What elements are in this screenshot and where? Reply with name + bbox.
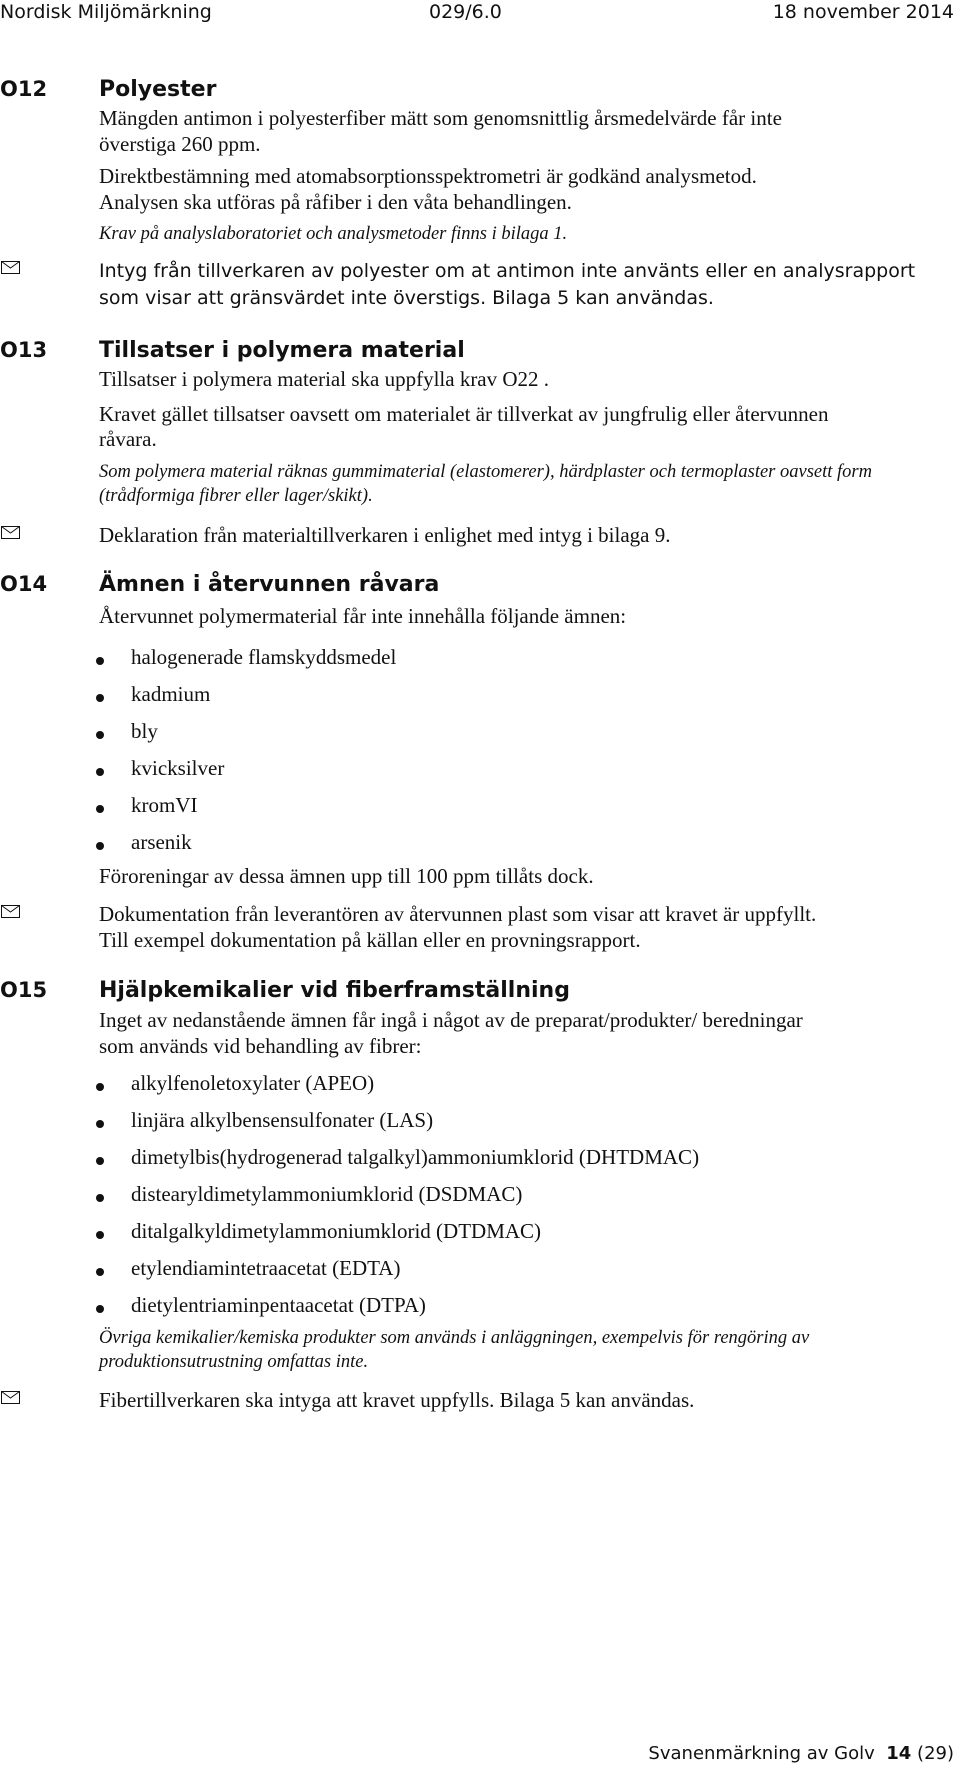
section-title-o13: Tillsatser i polymera material — [99, 338, 465, 363]
o13-note-line: (trådformiga fibrer eller lager/skikt). — [99, 486, 373, 506]
list-item: bly — [131, 719, 158, 743]
section-title-o14: Ämnen i återvunnen råvara — [99, 572, 440, 597]
o12-text-line: överstiga 260 ppm. — [99, 132, 261, 156]
o12-verification-line: Intyg från tillverkaren av polyester om at antimon inte använts eller en analysrapport — [99, 260, 916, 282]
bullet — [96, 731, 104, 739]
o12-text-line: Mängden antimon i polyesterfiber mätt som genomsnittlig årsmedelvärde får inte — [99, 106, 782, 130]
o13-verification: Deklaration från materialtillverkaren i enlighet med intyg i bilaga 9. — [99, 523, 671, 547]
o12-verification-line: som visar att gränsvärdet inte överstigs. Bilaga 5 kan användas. — [99, 287, 714, 309]
header-doc-number: 029/6.0 — [429, 1, 502, 23]
bullet — [96, 1194, 104, 1202]
page-footer — [648, 1743, 954, 1764]
envelope-icon — [1, 905, 20, 918]
o15-note-line: Övriga kemikalier/kemiska produkter som används i anläggningen, exempelvis för rengöring av — [99, 1328, 810, 1348]
bullet — [96, 694, 104, 702]
bullet — [96, 1268, 104, 1276]
list-item: kvicksilver — [131, 756, 225, 780]
section-label-o12: O12 — [0, 77, 48, 101]
o12-note: Krav på analyslaboratoriet och analysmetoder finns i bilaga 1. — [99, 224, 568, 244]
o12-text-line: Direktbestämning med atomabsorptionsspektrometri är godkänd analysmetod. — [99, 164, 757, 188]
list-item: dimetylbis(hydrogenerad talgalkyl)ammoniumklorid (DHTDMAC) — [131, 1145, 700, 1169]
header-date: 18 november 2014 — [772, 1, 954, 23]
o12-text-line: Analysen ska utföras på råfiber i den våta behandlingen. — [99, 190, 572, 214]
header-org: Nordisk Miljömärkning — [0, 1, 212, 23]
list-item: kromVI — [131, 793, 198, 817]
page-header — [0, 0, 960, 36]
section-label-o13: O13 — [0, 338, 48, 362]
bullet — [96, 1305, 104, 1313]
bullet — [96, 1120, 104, 1128]
bullet — [96, 805, 104, 813]
list-item: dietylentriaminpentaacetat (DTPA) — [131, 1293, 426, 1317]
list-item: kadmium — [131, 682, 211, 706]
bullet — [96, 1083, 104, 1091]
o14-intro: Återvunnet polymermaterial får inte innehålla följande ämnen: — [99, 604, 627, 628]
o14-after-list: Föroreningar av dessa ämnen upp till 100 ppm tillåts dock. — [99, 864, 594, 888]
footer-page-number: 14 — [886, 1743, 912, 1764]
footer-page-total: (29) — [917, 1743, 954, 1764]
envelope-icon — [1, 1391, 20, 1404]
list-item: alkylfenoletoxylater (APEO) — [131, 1071, 375, 1095]
list-item: etylendiamintetraacetat (EDTA) — [131, 1256, 401, 1280]
section-title-o12: Polyester — [99, 77, 217, 102]
o15-intro-line: som används vid behandling av fibrer: — [99, 1034, 422, 1058]
list-item: arsenik — [131, 830, 192, 854]
o13-text-line: råvara. — [99, 427, 157, 451]
o13-text-line: Kravet gället tillsatser oavsett om materialet är tillverkat av jungfrulig eller återvunnen — [99, 402, 829, 426]
o15-verification: Fibertillverkaren ska intyga att kravet uppfylls. Bilaga 5 kan användas. — [99, 1388, 695, 1412]
bullet — [96, 657, 104, 665]
o15-intro-line: Inget av nedanstående ämnen får ingå i något av de preparat/produkter/ beredningar — [99, 1008, 803, 1032]
list-item: linjära alkylbensensulfonater (LAS) — [131, 1108, 434, 1132]
footer-title: Svanenmärkning av Golv — [648, 1743, 875, 1764]
section-label-o15: O15 — [0, 978, 48, 1002]
envelope-icon — [1, 261, 20, 274]
o14-verification-line: Till exempel dokumentation på källan eller en provningsrapport. — [99, 928, 641, 952]
o14-verification-line: Dokumentation från leverantören av återvunnen plast som visar att kravet är uppfyllt. — [99, 902, 817, 926]
list-item: halogenerade flamskyddsmedel — [131, 645, 397, 669]
bullet — [96, 1157, 104, 1165]
o13-text-line: Tillsatser i polymera material ska uppfylla krav O22 . — [99, 367, 550, 391]
bullet — [96, 842, 104, 850]
list-item: ditalgalkyldimetylammoniumklorid (DTDMAC) — [131, 1219, 542, 1243]
list-item: distearyldimetylammoniumklorid (DSDMAC) — [131, 1182, 523, 1206]
section-title-o15: Hjälpkemikalier vid fiberframställning — [99, 978, 570, 1003]
envelope-icon — [1, 526, 20, 539]
o13-note-line: Som polymera material räknas gummimaterial (elastomerer), härdplaster och termoplaster oavsett form — [99, 462, 872, 482]
bullet — [96, 1231, 104, 1239]
section-label-o14: O14 — [0, 572, 48, 596]
o15-note-line: produktionsutrustning omfattas inte. — [99, 1352, 369, 1372]
bullet — [96, 768, 104, 776]
